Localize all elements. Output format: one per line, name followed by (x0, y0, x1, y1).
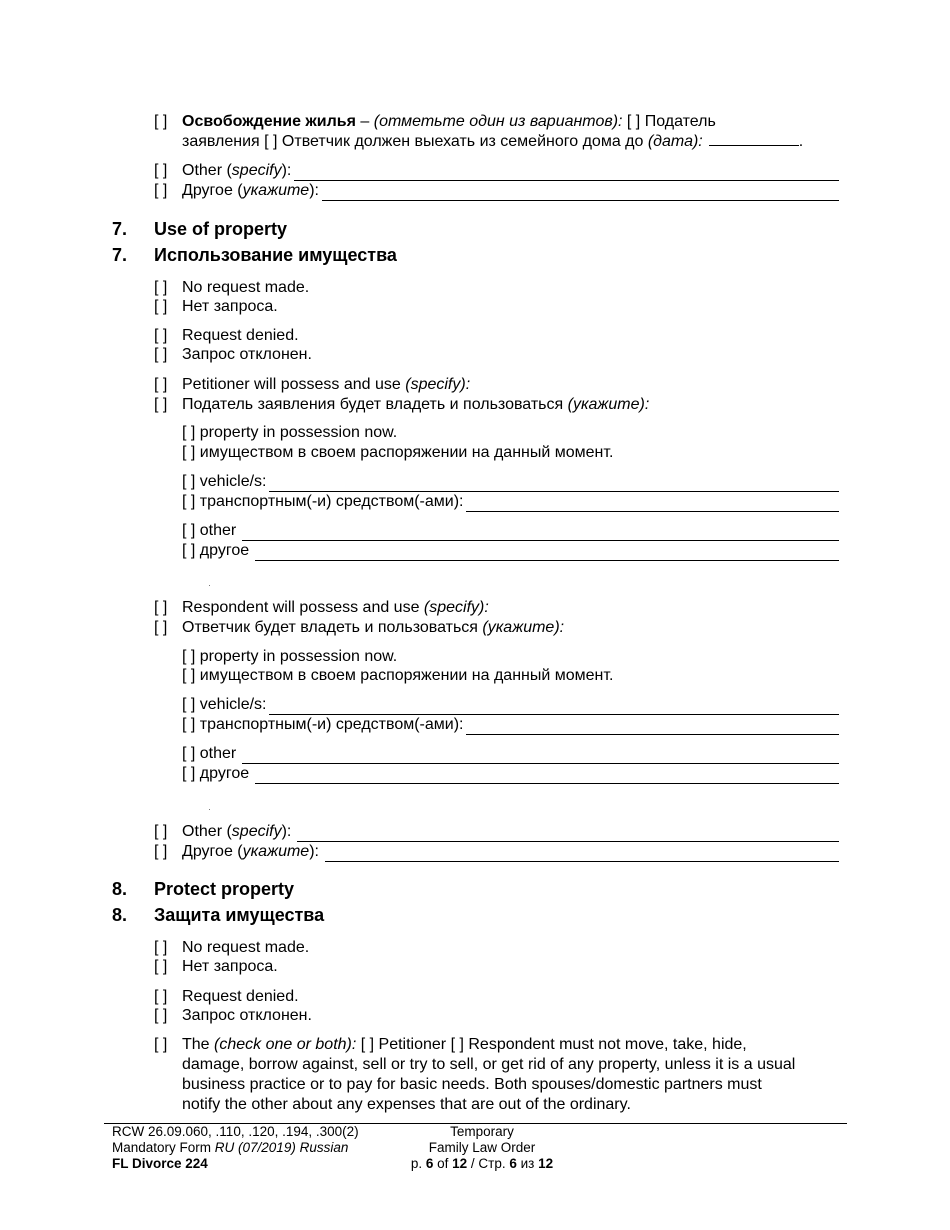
other-label[interactable]: [ ] другое (182, 765, 250, 782)
option-label: Нет запроса. (182, 298, 278, 315)
other-field[interactable] (255, 560, 839, 561)
other-field[interactable] (322, 200, 839, 201)
checkbox[interactable]: [ ] (154, 346, 168, 363)
housing-note: (отметьте один из вариантов): (373, 113, 623, 130)
footer-page-number: p. 6 of 12 / Стр. 6 из 12 (410, 1156, 554, 1171)
stray-dot (209, 809, 210, 810)
respondent-possession-ru[interactable]: [ ] имуществом в своем распоряжении на данный момент. (182, 667, 614, 684)
checkbox[interactable]: [ ] (154, 1036, 168, 1053)
other-field[interactable] (255, 783, 839, 784)
section-number: 8. (112, 905, 128, 925)
date-label: (дата): (647, 133, 703, 150)
option-no-request-en (154, 938, 309, 958)
protect-clause-line-4: notify the other about any expenses that are out of the ordinary. (182, 1096, 631, 1113)
option-label: No request made. (182, 279, 310, 296)
checkbox[interactable]: [ ] (154, 113, 168, 130)
option-denied-en (154, 326, 299, 346)
checkbox[interactable]: [ ] (154, 939, 168, 956)
petitioner-other-ru (182, 541, 839, 561)
checkbox[interactable]: [ ] (154, 327, 168, 344)
housing-title: Освобождение жилья (182, 113, 356, 130)
petitioner-vehicle-ru (182, 492, 839, 512)
stray-dot (209, 585, 210, 586)
other-label: Другое (укажите): (182, 182, 319, 199)
specify-note: (укажите): (482, 619, 565, 636)
respondent-vehicle-en (182, 695, 839, 715)
checkbox[interactable]: [ ] (154, 823, 168, 840)
option-label: Податель заявления будет владеть и пользоваться (182, 396, 568, 413)
checkbox[interactable]: [ ] (154, 279, 168, 296)
checkbox[interactable]: [ ] (154, 182, 168, 199)
option-label: Ответчик будет владеть и пользоваться (182, 619, 483, 636)
section-title-ru: Использование имущества (154, 245, 397, 265)
vehicle-field[interactable] (466, 734, 839, 735)
option-petitioner-ru (154, 395, 649, 415)
section-title-en: Use of property (154, 219, 288, 239)
vehicle-label[interactable]: [ ] vehicle/s: (182, 696, 267, 713)
footer-doc-title-2: Family Law Order (428, 1140, 536, 1155)
option-label: Запрос отклонен. (182, 346, 312, 363)
petitioner-vehicle-en (182, 472, 839, 492)
respondent-possession-en[interactable]: [ ] property in possession now. (182, 648, 398, 665)
other-label[interactable]: [ ] other (182, 522, 237, 539)
dash: – (355, 113, 374, 130)
other-label[interactable]: [ ] other (182, 745, 237, 762)
checkbox[interactable]: [ ] (154, 376, 168, 393)
housing-line-2-text: заявления [ ] Ответчик должен выехать из семейного дома до (182, 133, 648, 150)
vehicle-label[interactable]: [ ] транспортным(-и) средством(-ами): (182, 716, 464, 733)
housing-line-1 (154, 112, 716, 132)
clause-text[interactable]: [ ] Petitioner [ ] Respondent must not move, take, hide, (356, 1036, 747, 1053)
checkbox[interactable]: [ ] (154, 162, 168, 179)
housing-petitioner-option[interactable]: [ ] Податель (622, 113, 716, 130)
option-label: Petitioner will possess and use (182, 376, 406, 393)
other-label: Другое (укажите): (182, 843, 319, 860)
section-title-ru: Защита имущества (154, 905, 325, 925)
option-denied-en (154, 987, 299, 1007)
protect-clause-line-1 (154, 1035, 747, 1055)
checkbox[interactable]: [ ] (154, 843, 168, 860)
footer-mandatory-form: Mandatory Form RU (07/2019) Russian (112, 1140, 349, 1155)
vehicle-label[interactable]: [ ] транспортным(-и) средством(-ами): (182, 493, 464, 510)
checkbox[interactable]: [ ] (154, 396, 168, 413)
housing-other-en (154, 161, 839, 181)
option-respondent-ru (154, 618, 564, 638)
option-label: Запрос отклонен. (182, 1007, 312, 1024)
vehicle-label[interactable]: [ ] vehicle/s: (182, 473, 267, 490)
section-number: 7. (112, 245, 128, 265)
option-label: Нет запроса. (182, 958, 278, 975)
option-respondent-en (154, 598, 489, 618)
section-title-en: Protect property (154, 879, 295, 899)
option-no-request-en (154, 278, 309, 298)
section-number: 7. (112, 219, 128, 239)
option-denied-ru (154, 345, 312, 365)
check-note: (check one or both): (214, 1036, 357, 1053)
sec7-other-ru (154, 842, 839, 862)
other-field[interactable] (325, 861, 839, 862)
petitioner-possession-en[interactable]: [ ] property in possession now. (182, 424, 398, 441)
option-denied-ru (154, 1006, 312, 1026)
respondent-other-en (182, 744, 839, 764)
housing-other-ru (154, 181, 839, 201)
respondent-vehicle-ru (182, 715, 839, 735)
housing-line-2 (182, 132, 803, 152)
protect-clause-line-2: damage, borrow against, sell or try to sell, or get rid of any property, unless it is a usual (182, 1056, 796, 1073)
specify-note: (specify): (405, 376, 471, 393)
clause-text: The (182, 1036, 215, 1053)
sec7-other-en (154, 822, 839, 842)
vehicle-field[interactable] (466, 511, 839, 512)
checkbox[interactable]: [ ] (154, 298, 168, 315)
checkbox[interactable]: [ ] (154, 988, 168, 1005)
option-label: Request denied. (182, 988, 299, 1005)
date-field[interactable] (709, 145, 799, 146)
footer-rcw: RCW 26.09.060, .110, .120, .194, .300(2) (112, 1124, 359, 1139)
footer-form-id: FL Divorce 224 (112, 1156, 208, 1171)
section-number: 8. (112, 879, 128, 899)
option-petitioner-en (154, 375, 470, 395)
option-label: No request made. (182, 939, 310, 956)
checkbox[interactable]: [ ] (154, 619, 168, 636)
respondent-other-ru (182, 764, 839, 784)
option-label: Request denied. (182, 327, 299, 344)
petitioner-other-en (182, 521, 839, 541)
checkbox[interactable]: [ ] (154, 958, 168, 975)
specify-note: (specify): (423, 599, 489, 616)
option-no-request-ru (154, 297, 278, 317)
other-label[interactable]: [ ] другое (182, 542, 250, 559)
footer-doc-title-1: Temporary (450, 1124, 514, 1139)
other-label: Other (specify): (182, 823, 292, 840)
checkbox[interactable]: [ ] (154, 1007, 168, 1024)
protect-clause-line-3: business practice or to pay for basic needs. Both spouses/domestic partners must (182, 1076, 762, 1093)
specify-note: (укажите): (567, 396, 650, 413)
other-label: Other (specify): (182, 162, 292, 179)
option-no-request-ru (154, 957, 278, 977)
option-label: Respondent will possess and use (182, 599, 424, 616)
checkbox[interactable]: [ ] (154, 599, 168, 616)
period: . (798, 133, 804, 150)
petitioner-possession-ru[interactable]: [ ] имуществом в своем распоряжении на данный момент. (182, 444, 614, 461)
